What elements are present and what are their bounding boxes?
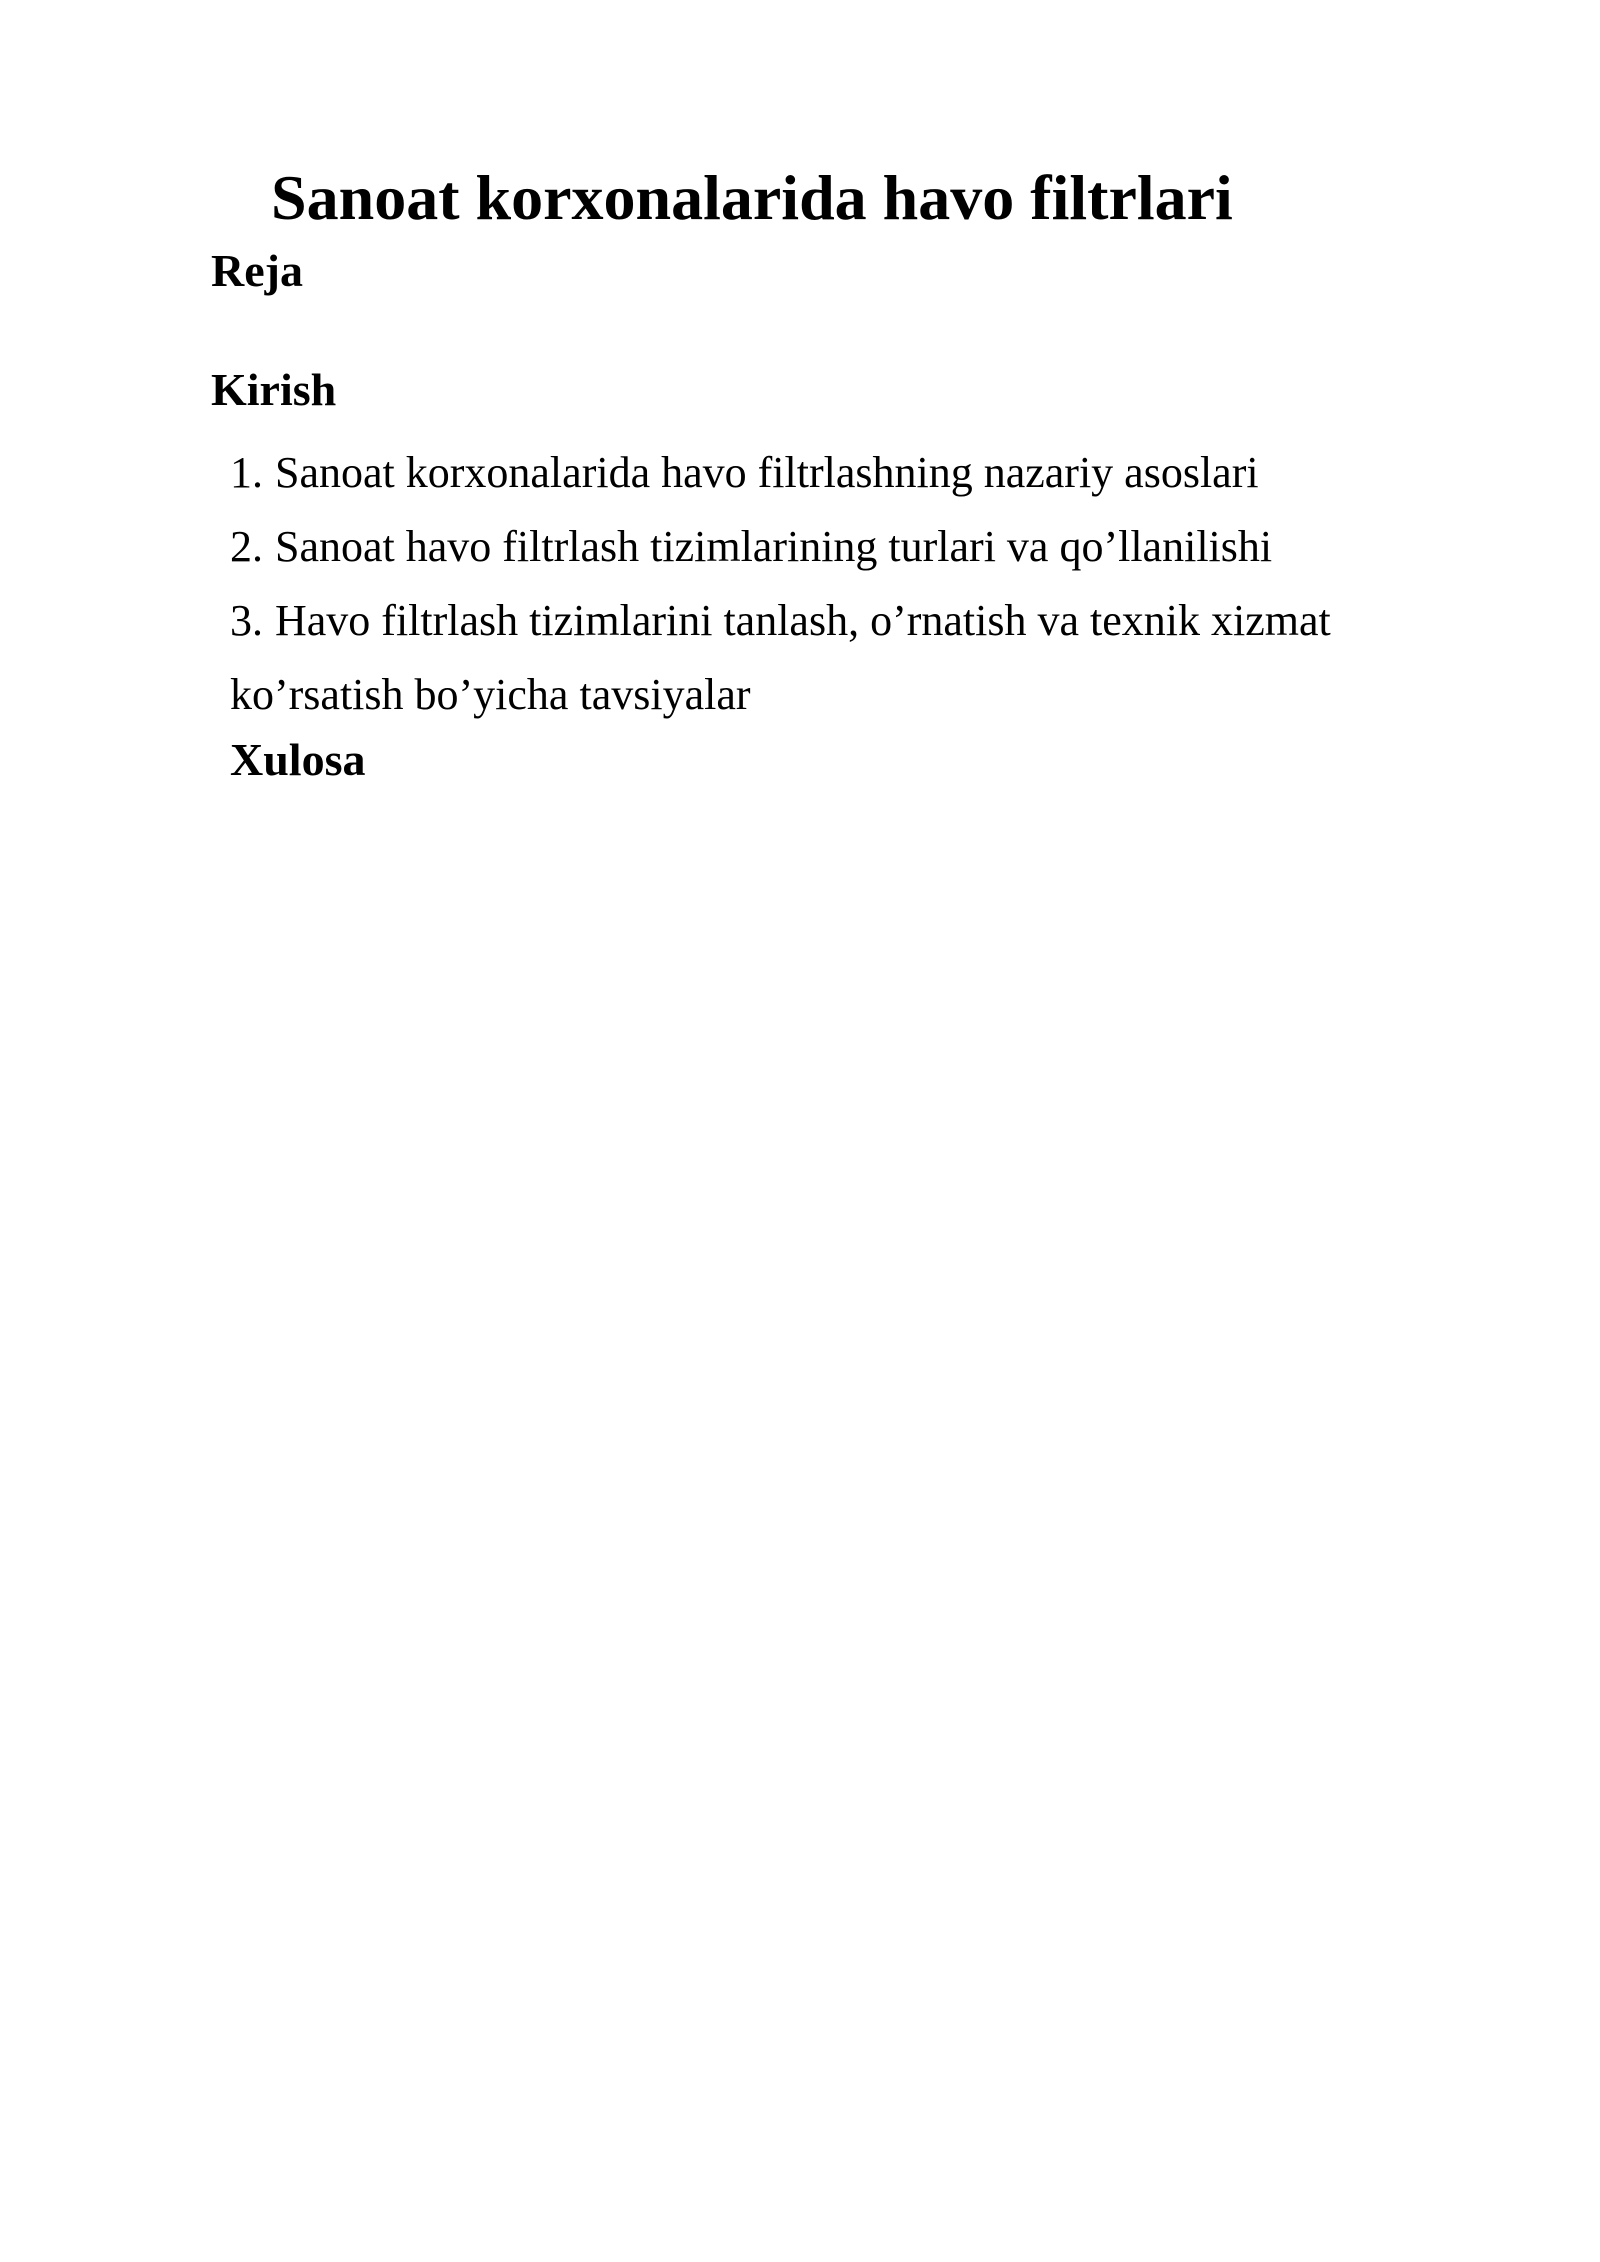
plan-item-text: Sanoat havo filtrlash tizimlarining turlari va qo’llanilishi: [275, 522, 1273, 571]
plan-item-text: Sanoat korxonalarida havo filtrlashning nazariy asoslari: [275, 448, 1259, 497]
plan-list: [230, 436, 1430, 732]
plan-item-number: 1.: [230, 448, 263, 497]
document-title: Sanoat korxonalarida havo filtrlari: [271, 162, 1233, 233]
conclusion-heading: Xulosa: [230, 734, 366, 785]
intro-heading: Kirish: [211, 364, 337, 415]
plan-item-2: [230, 510, 1430, 584]
plan-item-number: 2.: [230, 522, 263, 571]
plan-heading: Reja: [211, 245, 303, 296]
plan-item-3: [230, 584, 1430, 658]
plan-item-1: [230, 436, 1430, 510]
plan-item-number: 3.: [230, 596, 263, 645]
plan-item-text: Havo filtrlash tizimlarini tanlash, o’rnatish va texnik xizmat: [275, 596, 1331, 645]
plan-item-3-continuation: ko’rsatish bo’yicha tavsiyalar: [230, 670, 751, 719]
